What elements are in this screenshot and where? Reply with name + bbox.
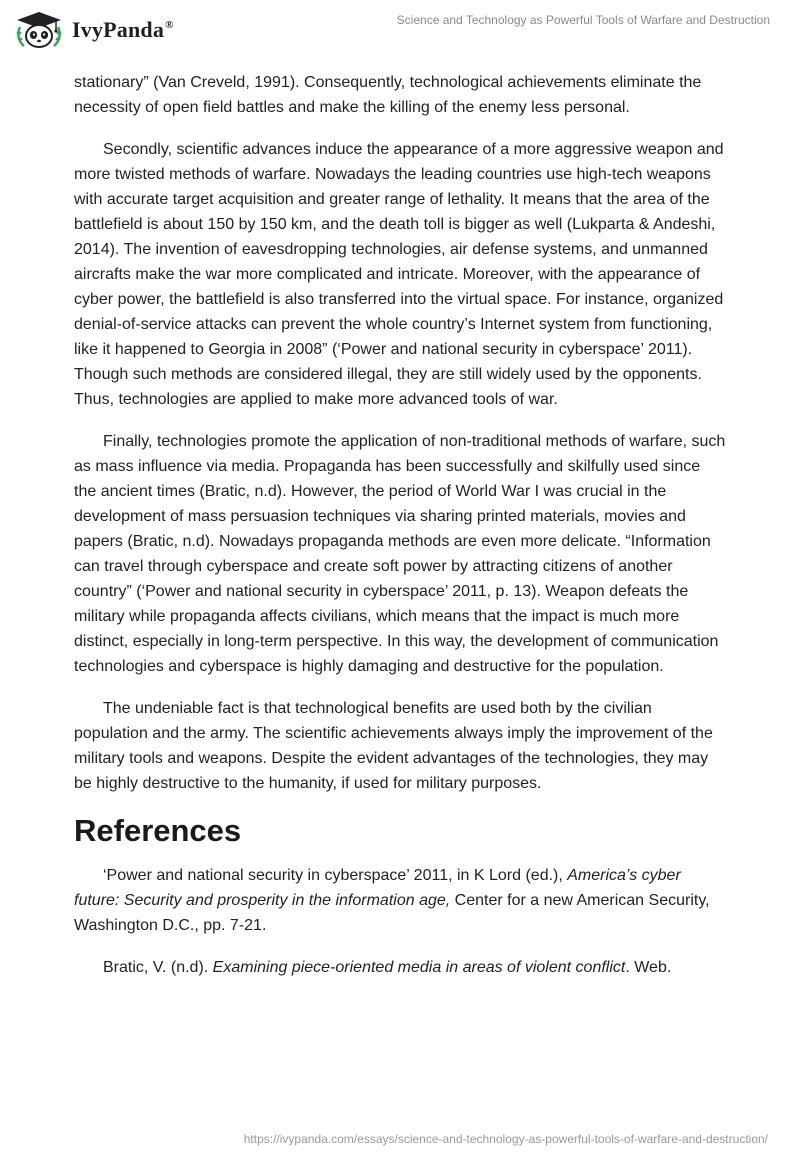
- reference-item: Bratic, V. (n.d). Examining piece-oriented media in areas of violent conflict. Web.: [103, 959, 672, 976]
- paragraph: stationary” (Van Creveld, 1991). Consequently, technological achievements eliminate the necessity of open field battles and make the killing of the enemy less personal.: [74, 74, 702, 116]
- footer-url-link[interactable]: https://ivypanda.com/essays/science-and-technology-as-powerful-tools-of-warfare-and-destruction/: [243, 1132, 768, 1146]
- document-body: [74, 70, 726, 997]
- paragraph: The undeniable fact is that technological benefits are used both by the civilian population and the army. The scientific achievements always imply the improvement of the military tools and weapons. Despite the evident advantages of the technologies, they may be highly destructive to the humanity, if used for military purposes.: [74, 700, 713, 792]
- page-header: [0, 0, 800, 60]
- paragraph: Secondly, scientific advances induce the appearance of a more aggressive weapon and more twisted methods of warfare. Nowadays the leading countries use high-tech weapons with accurate target acquisition and greater range of lethality. It means that the area of the battlefield is about 150 by 150 km, and the death toll is bigger as well (Lukparta & Andeshi, 2014). The invention of eavesdropping technologies, air defense systems, and unmanned aircrafts make the war more complicated and intricate. Moreover, with the appearance of cyber power, the battlefield is also transferred into the virtual space. For instance, organized denial-of-service attacks can prevent the whole country’s Internet system from functioning, like it happened to Georgia in 2008” (‘Power and national security in cyberspace’ 2011). Though such methods are considered illegal, they are still widely used by the opponents. Thus, technologies are applied to make more advanced tools of war.: [74, 141, 724, 408]
- brand-name: IvyPanda®: [72, 17, 174, 42]
- references-heading: References: [74, 813, 242, 848]
- panda-logo-icon: [14, 11, 64, 49]
- reference-item: ‘Power and national security in cyberspace’ 2011, in K Lord (ed.), America’s cyber future: Security and prosperity in the information age, Center for a new American Security, Washington D.C., pp. 7-21.: [74, 867, 710, 934]
- ivypanda-logo[interactable]: [14, 11, 174, 49]
- running-title: Science and Technology as Powerful Tools of Warfare and Destruction: [396, 13, 770, 27]
- paragraph: Finally, technologies promote the application of non-traditional methods of warfare, such as mass influence via media. Propaganda has been successfully and skilfully used since the ancient times (Bratic, n.d). However, the period of World War I was crucial in the development of mass persuasion techniques via sharing printed materials, movies and papers (Bratic, n.d). Nowadays propaganda methods are even more delicate. “Information can travel through cyberspace and create soft power by attracting citizens of another country” (‘Power and national security in cyberspace’ 2011, p. 13). Weapon defeats the military while propaganda affects civilians, which means that the impact is much more distinct, especially in long-term perspective. In this way, the development of communication technologies and cyberspace is highly damaging and destructive for the population.: [74, 433, 726, 675]
